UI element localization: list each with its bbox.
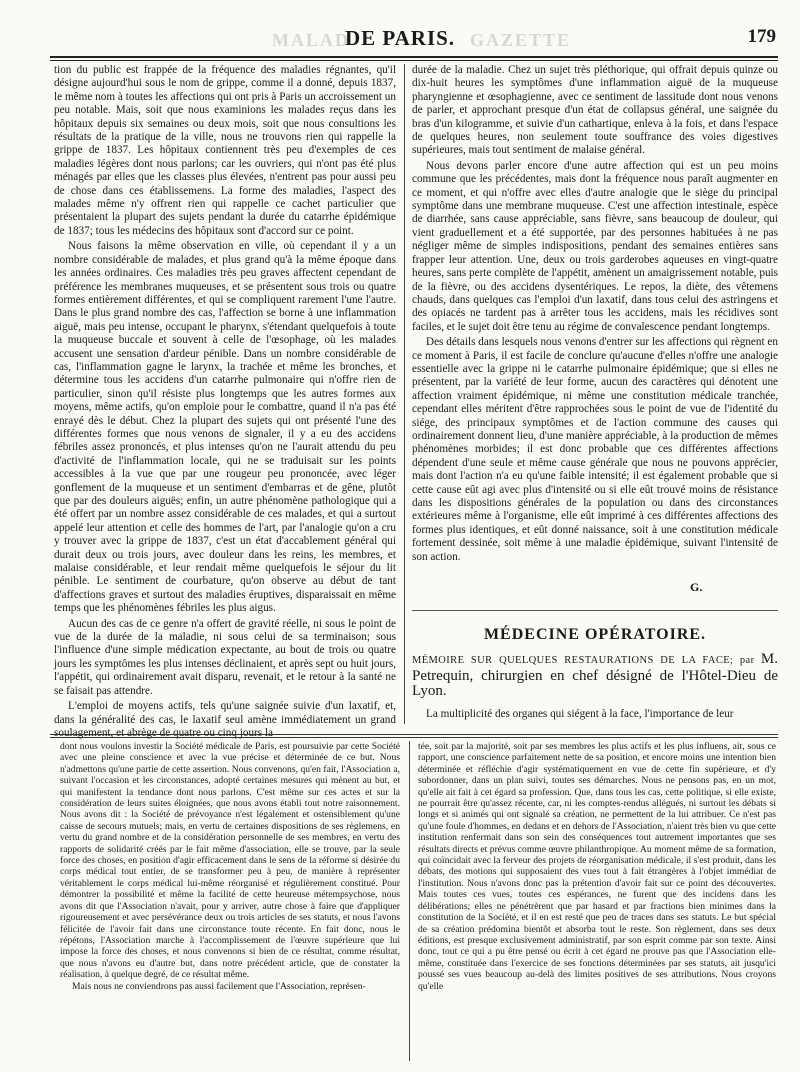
header-bleedthrough-left: MALAD: [272, 30, 350, 50]
header-bleedthrough-right: GAZETTE: [470, 30, 572, 50]
bottom-column-divider: [409, 741, 410, 1061]
page-header-title: DE PARIS.: [344, 26, 456, 50]
paragraph: Nous devons parler encore d'une autre affection qui est un peu moins commune que les précédentes, mais dont la fréquence nous paraît augmenter en ce moment, et qui n'offre avec elles d'autre analogie que le siège du principal symptôme dans une membrane muqueuse. C'est une affection intestinale, espèce de diarrhée, sans cause appréciable, sans fièvre, sans beaucoup de douleur, qui vient graduellement et a été supportée, par des personnes habituées à ne pas négliger même de simples indispositions, pendant des semaines entières sans frapper leur attention. Une, deux ou trois garderobes aqueuses en vingt-quatre heures, sans perte complète de l'appétit, amènent un amaigrissement notable, puis de la fièvre, ou des accidens dysentériques. Le repos, la diète, des vêtemens chauds, dans quelques cas l'emploi d'un laxatif, dans tous celui des astringens et des opiacés ne tardent pas à arrêter tous les accidens, mais les récidives sont faciles, et le sujet doit être tenu au régime de convalescence pendant longtemps.: [412, 159, 778, 333]
paragraph: Mais nous ne conviendrons pas aussi facilement que l'Association, représen-: [72, 980, 366, 992]
paragraph: tion du public est frappée de la fréquence des maladies régnantes, qu'il désigne aujourd'hui sous le nom de grippe, comme il a donné, depuis 1837, le même nom à toutes les affections qui ont pris à Paris un accroissement un peu notable. Mais, soit que nous examinions les malades reçus dans les hôpitaux depuis six semaines ou deux mois, soit que nous consultions les résultats de la pratique de la ville, nous ne trouvons rien qui rappelle la grippe de 1837. Les hôpitaux contiennent très peu d'exemples de ces maladies légères dont nous parlons; car les ouvriers, qui n'ont pas été plus ménagés par elles que les classes plus élevées, n'entrent pas pour aussi peu de chose dans ces établissemens. La forme des maladies, l'aspect des malades même n'y offrent rien qui rappelle ce cachet particulier que présentaient la plupart des sujets pendant la durée du catarrhe épidémique de 1837; tous les médecins des hôpitaux sont d'accord sur ce point.: [54, 64, 396, 237]
memoir-title: [412, 652, 778, 700]
feuilleton-rule: [50, 734, 778, 735]
paragraph: Des détails dans lesquels nous venons d'entrer sur les affections qui règnent en ce moment à Paris, il est facile de conclure qu'aucune d'elles n'offre une analogie essentielle avec la grippe ni le catarrhe pulmonaire épidémique; que si elles ne présentent, par la variété de leur forme, aucun des caractères qui dénotent une affection vraiment épidémique, ni même une constitution médicale tranchée, cependant elles méritent d'être rapprochées sous le point de vue de l'identité du siége, des principaux symptômes et de l'action commune des causes qui ordinairement donnent lieu, d'une manière appréciable, à la production de mêmes phénomènes morbides; il est donc probable que ces différentes affections dépendent d'une seule et même cause générale que nous ne pouvons apprécier, mais dont l'action n'a eu qu'une faible intensité; il est également probable que si cette cause eût agi avec plus d'intensité ou si elle eût trouvé moins de résistance dans les dispositions générales de la population ou dans des circonstances extérieures même à l'organisme, elle eût imprimé à ces différentes affections des formes plus identiques, et eût donné naissance, soit à une constitution médicale fortement dessinée, soit même à une maladie épidémique, suivant l'intensité de son action.: [412, 336, 778, 563]
top-left-column: [54, 64, 396, 739]
section-rule: [412, 610, 778, 611]
bottom-left-column: [60, 741, 400, 1061]
paragraph: durée de la maladie. Chez un sujet très pléthorique, qui offrait depuis quinze ou dix-huit heures les symptômes d'une inflammation aiguë de la muqueuse pharyngienne et œsophagienne, avec ce sentiment de lassitude dont nous venons de parler, et approchant presque d'un état de collapsus général, une saignée du bras d'un kilogramme, et suivie d'un cathartique, enleva à la fois, et dans l'espace de quelques heures, non seulement toute souffrance des voies digestives supérieures, mais tout sentiment de malaise général.: [412, 64, 778, 157]
memoir-author: M. Petrequin, chirurgien en chef désigné de l'Hôtel-Dieu de Lyon.: [412, 651, 778, 699]
header-rule-thin: [50, 60, 778, 61]
section-title: MÉDECINE OPÉRATOIRE.: [483, 626, 707, 643]
header-rule: [50, 56, 778, 58]
article-signature: G.: [690, 580, 703, 594]
column-divider: [404, 64, 405, 724]
paragraph: L'emploi de moyens actifs, tels qu'une saignée suivie d'un laxatif, et, dans la généralité des cas, le laxatif seul amène immédiatement un grand soulagement, et abrège de quatre ou cinq jours la: [54, 700, 396, 739]
memoir-intro: La multiplicité des organes qui siégent à la face, l'importance de leur: [426, 708, 734, 720]
feuilleton-rule-thin: [50, 737, 778, 738]
bottom-right-column: [418, 741, 776, 1061]
top-right-column: [412, 64, 778, 584]
page-number: 179: [747, 26, 776, 47]
paragraph: Nous faisons la même observation en ville, où cependant il y a un nombre considérable de malades, et plus grand qu'à la même époque dans les années ordinaires. Ces maladies très peu graves affectent cependant de préférence les membranes muqueuses, et se présentent sous trois ou quatre formes entièrement différentes, et qui se compliquent rarement l'une l'autre. Dans le plus grand nombre des cas, l'affection se borne à une inflammation aiguë, mais peu intense, occupant le pharynx, s'étendant quelquefois à toute la muqueuse buccale et souvent à celle de l'œsophage, où les malades accusent une sensation d'ardeur pénible. Dans un nombre considérable de cas, l'inflammation gagne le larynx, la trachée et même les bronches, et détermine tous les accidens d'un catarrhe pulmonaire qui n'offre rien de particulier, sinon qu'il résiste plus longtemps que les autres formes aux moyens, même actifs, qu'on emploie pour le combattre, quand il n'a pas été enrayé dès le début. Chez la plupart des sujets qui ont présenté l'une des différentes formes que nous venons de signaler, il y a eu des accidens fébriles assez prononcés, et plus intenses qu'on ne l'aurait attendu du peu d'activité de l'inflammation locale, qui ne se traduisait sur les points accessibles à la vue que par une rougeur peu prononcée, avec léger gonflement de la muqueuse et un sentiment d'embarras et de gêne, plutôt que par des douleurs aiguës; enfin, un autre phénomène pathologique qui a été offert par un nombre assez considérable de ces malades, et qui a surtout appelé leur attention et celle des hommes de l'art, par l'analogie qu'on a cru y trouver avec la grippe de 1837, c'est un état d'accablement général qui durait deux ou trois jours, avec douleur dans les reins, les membres, et malaise considérable, et leur rendait même quelquefois le séjour du lit pénible. Le sentiment de courbature, qu'on observe au début de tant d'affections graves et surtout des maladies éruptives, disparaissait en même temps que les phénomènes fébriles les plus aigus.: [54, 240, 396, 615]
paragraph: Aucun des cas de ce genre n'a offert de gravité réelle, ni sous le point de vue de la durée de la maladie, ni sous celui de sa terminaison; sous l'influence d'une simple médication expectante, au bout de trois ou quatre jours les symptômes les plus intenses déclinaient, et après sept ou huit jours, l'appétit, qui ordinairement avait disparu, revenait, et le retour à la santé ne se faisait pas attendre.: [54, 617, 396, 697]
memoir-title-caps: MÉMOIRE SUR QUELQUES RESTAURATIONS DE LA FACE; par: [412, 655, 755, 666]
paragraph: dont nous voulons investir la Société médicale de Paris, est poursuivie par cette Société avec une pleine conscience et avec la vue précise et déterminée de ce but. Nous n'admettons qu'une partie de cette assertion. Nous convenons, qu'en fait, l'Association a, suivant l'occasion et les circonstances, adopté certaines mesures qui mènent au but, et qui manifestent la tendance dont nous parlons. C'est même sur ces actes et sur la considération de leurs suites éloignées, que nous avons établi tout notre raisonnement. Nous avons dit : la Société de prévoyance n'est légalement et ostensiblement qu'une caisse de secours mutuels; mais, en vertu de certaines dispositions de ses règlemens, en vertu du grand nombre et de la considération personnelle de ses membres, en vertu des rapports de solidarité créés par le fait même d'association, elle se trouve, par la seule force des choses, en position d'agir efficacement dans le sens de la réforme si désirée du corps médical tout entier, de se transformer peu à peu, de manière à représenter véritablement le corps médical lui-même réorganisé et régulièrement constitué. Pour démontrer la possibilité et même la facilité de cette heureuse métempsychose, nous avons dit que l'Association n'avait, pour y arriver, autre chose à faire que d'appliquer rigoureusement et avec persévérance deux ou trois articles de ses statuts, et nous l'avons félicitée de l'avoir fait dans une circonstance toute récente. En fait donc, nous le répétons, l'Association marche à l'accomplissement de l'œuvre supérieure que lui impose la force des choses, et nous convenons si bien de ce résultat, comme résultat, que nous n'avons eu d'autre but, dans notre précédent article, que de constater la réalisation, à quelque degré, de ce résultat même.: [60, 741, 400, 981]
paragraph: tée, soit par la majorité, soit par ses membres les plus actifs et les plus influens, ait, sous ce rapport, une conscience parfaitement nette de sa position, et encore moins une intention bien déterminée et réfléchie d'agir systématiquement en vue de cette fin supérieure, et d'y subordonner, dans un plan suivi, toutes ses démarches. Nous ne pensons pas, en un mot, qu'elle ait fait à cet égard sa profession. Que, dans tous les cas, cette politique, si elle existe, ne pourrait être qu'assez récente, car, ni les comptes-rendus allégués, ni surtout les débats si longs et si animés qui ont signalé sa création, ne permettent de la lui attribuer. Ce n'est pas qu'une foule d'hommes, en dedans et en dehors de l'Association, n'aient très bien vu que cette institution renfermait dans son sein des conséquences tout autrement importantes que ses résultats directs et prévus comme œuvre philanthropique. Au moment même de sa formation, qui coïncidait avec la ferveur des projets de réorganisation médicale, il s'est produit, dans les débats, des motions qui supposaient des vues tout à fait étrangères à l'objet immédiat de l'institution. Nous n'avons donc pas la prétention d'avoir fait sur ce point des découvertes. Mais toutes ces vues, toutes ces espérances, ne furent que des incidens dans les délibérations; elles ne pénétrèrent que par hasard et par fractions bien minimes dans la constitution de la Société, et il en est resté que peu de traces dans ses statuts. Le but spécial de sa création prédomina bientôt et absorba tout le reste. Son règlement, dans ses deux éditions, est presque exclusivement administratif, par son esprit comme par son texte. Ainsi donc, tout ce qui a pu être pensé ou écrit à cet égard ne prouve pas que l'Association elle-même, constituée dans l'exercice de ses fonctions déterminées par ses statuts, ait jusqu'ici poussé ses vues beaucoup au-delà des limites positives de ses attributions. Nous croyons qu'elle: [418, 741, 776, 992]
